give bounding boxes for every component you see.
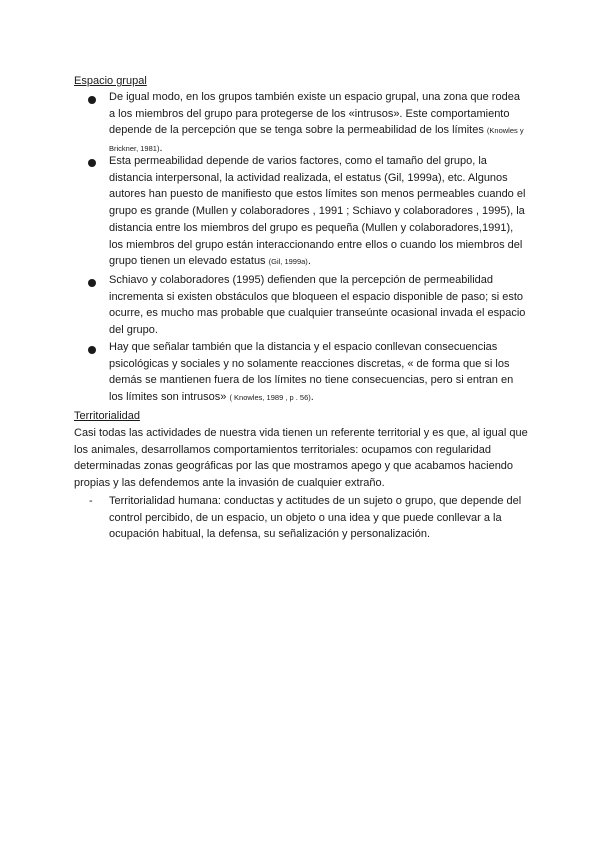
section-heading-espacio-grupal: Espacio grupal <box>74 75 147 87</box>
list-item <box>109 89 529 158</box>
dash-marker: - <box>89 495 93 507</box>
list-item-text: Esta permeabilidad depende de varios factores, como el tamaño del grupo, la distancia interpersonal, la actividad realizada, el estatus (Gil, 1999a), etc. Algunos autores han puesto de manifiesto que estos límites son menos permeables cuando el grupo es grande (Mullen y colaboradores , 1991 ; Schiavo y colaboradores , 1995), la distancia entre los miembros del grupo es pequeña (Mullen y colaboradores,1991), los miembros del grupo están interaccionando entre ellos o cuando los miembros del grupo tienen un elevado estatus <box>109 155 526 268</box>
section-heading-territorialidad: Territorialidad <box>74 410 141 422</box>
list-item-text: Hay que señalar también que la distancia y el espacio conllevan consecuencias psicológicas y sociales y no solamente reacciones discretas, « de forma que si los demás se mantienen fuera de los límites no tiene consecuencias, pero si entran en los límites son intrusos» <box>109 341 514 404</box>
citation: (Gil, 1999a) <box>268 257 308 267</box>
list-item <box>109 493 529 543</box>
list-item <box>109 153 529 271</box>
bullet-icon <box>88 279 96 287</box>
body-paragraph: Casi todas las actividades de nuestra vida tienen un referente territorial y es que, al igual que los animales, desarrollamos comportamientos territoriales: ocupamos con regularidad determinadas zonas geográficas por las que mostramos apego y que acabamos haciendo propias y las defendemos ante la invasión de cualquier extraño. <box>74 427 528 489</box>
list-item-text: De igual modo, en los grupos también existe un espacio grupal, una zona que rodea a los miembros del grupo para protegerse de los «intrusos». Este comportamiento depende de la percepción que se tenga sobre la permeabilidad de los límites <box>109 91 520 137</box>
list-item-tail: . <box>310 391 314 404</box>
bullet-icon <box>88 346 96 354</box>
list-item-tail: . <box>159 142 163 155</box>
bullet-icon <box>88 96 96 104</box>
list-item <box>109 272 529 339</box>
list-item-text: Territorialidad humana: conductas y actitudes de un sujeto o grupo, que depende del control percibido, de un espacio, un objeto o una idea y que puede conllevar a la ocupación habitual, la defensa, su señalización y personalización. <box>109 495 522 541</box>
bullet-icon <box>88 159 96 167</box>
list-item <box>109 339 529 407</box>
list-item-tail: . <box>307 255 311 268</box>
citation: (Knowles y Brickner, 1981) <box>109 126 524 154</box>
citation: ( Knowles, 1989 , p . 56) <box>229 393 311 403</box>
list-item-text: Schiavo y colaboradores (1995) defienden que la percepción de permeabilidad incrementa si existen obstáculos que bloqueen el espacio disponible de paso; si esto ocurre, es mucho mas probable que cualquier transeúnte ocasional invada el espacio del grupo. <box>109 274 526 337</box>
